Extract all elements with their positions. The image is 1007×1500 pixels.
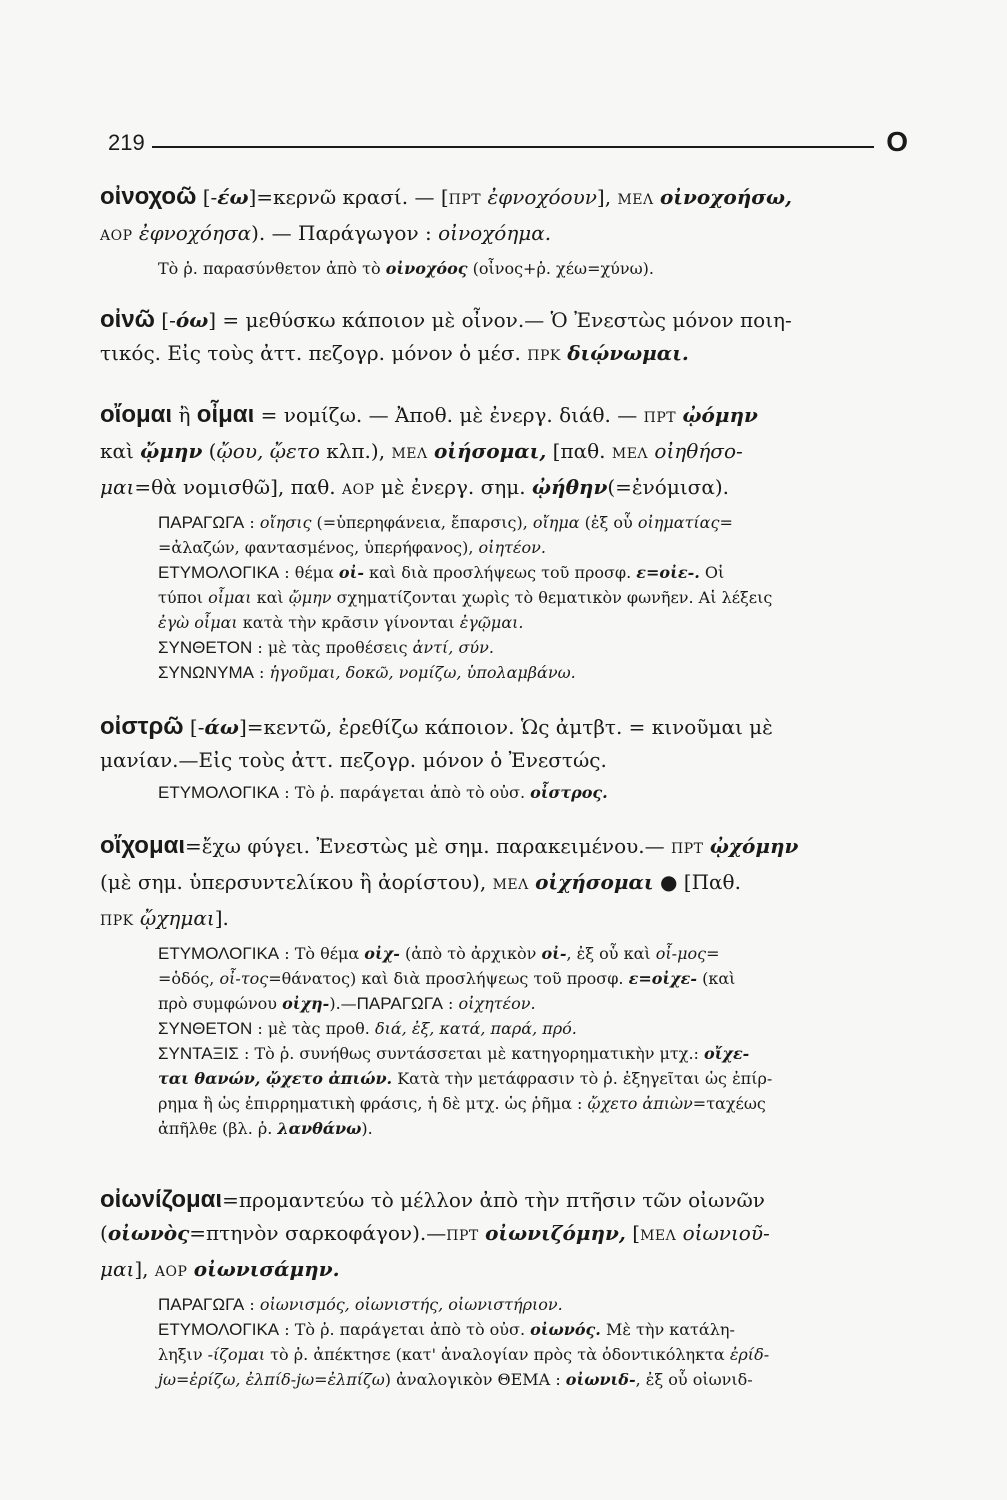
headword: οἴχομαι [100, 832, 186, 859]
entry-notes: ΠΑΡΑΓΩΓΑ : οἴησις (=ὑπερηφάνεια, ἔπαρσις), οἴημα (ἐξ οὗ οἰηματίας= =ἀλαζών, φαντασμένος, ὑπερήφανος), οἰητέον. ΕΤΥΜΟΛΟΓΙΚΑ : θέμα οἰ- καὶ διὰ προσλήψεως τοῦ προσφ. ε=οἰε-. Οἱ τύποι οἶμαι καὶ ᾤμην σχηματίζονται χωρὶς τὸ θεματικὸν φωνῆεν. Αἱ λέξεις ἐγὼ οἶμαι κατὰ τὴν κρᾶσιν γίνονται ἐγῷμαι. ΣΥΝΘΕΤΟΝ : μὲ τὰς προθέσεις ἀντί, σύν. ΣΥΝΩΝΥΜΑ : ἡγοῦμαι, δοκῶ, νομίζω, ὑπολαμβάνω. [158, 513, 773, 682]
header-rule [152, 146, 874, 148]
headword: οἰνοχοῶ [100, 183, 197, 210]
entry-notes: ΠΑΡΑΓΩΓΑ : οἰωνισμός, οἰωνιστής, οἰωνιστήριον. ΕΤΥΜΟΛΟΓΙΚΑ : Τὸ ῥ. παράγεται ἀπὸ τὸ οὐσ. οἰωνός. Μὲ τὴν κατάλη- ληξιν -ίζομαι τὸ ῥ. ἀπέκτησε (κατ' ἀναλογίαν πρὸς τὰ ὀδοντικόληκτα ἐρίδ- jω=ἐρίζω, ἐλπίδ-jω=ἐλπίζω) ἀναλογικὸν ΘΕΜΑ : οἰωνιδ-, ἐξ οὗ οἰωνιδ- [158, 1295, 770, 1389]
entry-oichomai [100, 829, 912, 1141]
headword: οἴομαι [100, 401, 173, 428]
entry-definition: οἰωνίζομαι=προμαντεύω τὸ μέλλον ἀπὸ τὴν πτῆσιν τῶν οἰωνῶν (οἰωνὸς=πτηνὸν σαρκοφάγον).—ΠΡΤ οἰωνιζόμην, [ΜΕΛ οἰωνιοῦ- μαι], ΑΟΡ οἰωνισάμην. [100, 1186, 770, 1281]
entry-definition: οἰστρῶ [-άω]=κεντῶ, ἐρεθίζω κάποιον. Ὡς ἀμτβτ. = κινοῦμαι μὲ μανίαν.—Εἰς τοὺς ἀττ. πεζογρ. μόνον ὁ Ἐνεστώς. [100, 713, 773, 772]
page-number: 219 [108, 130, 145, 155]
headword: οἰωνίζομαι [100, 1186, 223, 1213]
section-letter: Ο [886, 126, 908, 157]
entry-oinochoo [100, 180, 912, 281]
headword: οἰνῶ [100, 306, 155, 333]
headword: οἰστρῶ [100, 713, 184, 740]
entry-oino [100, 303, 912, 373]
entry-oistro [100, 710, 912, 805]
entry-oiomai [100, 398, 912, 685]
entry-definition: οἴχομαι=ἔχω φύγει. Ἐνεστὼς μὲ σημ. παρακειμένου.— ΠΡΤ ᾠχόμην (μὲ σημ. ὑπερσυντελίκου ἢ ἀορίστου), ΜΕΛ οἰχήσομαι ● [Παθ. ΠΡΚ ᾤχημαι]. [100, 832, 799, 930]
entry-definition: οἴομαι ἢ οἶμαι = νομίζω. — Ἀποθ. μὲ ἐνεργ. διάθ. — ΠΡΤ ᾠόμην καὶ ᾤμην (ᾤου, ᾤετο κλπ.), ΜΕΛ οἰήσομαι, [παθ. ΜΕΛ οἰηθήσο- μαι=θὰ νομισθῶ], παθ. ΑΟΡ μὲ ἐνεργ. σημ. ᾠήθην(=ἐνόμισα). [100, 401, 758, 499]
entry-note: Τὸ ῥ. παρασύνθετον ἀπὸ τὸ οἰνοχόος (οἶνος+ῥ. χέω=χύνω). [158, 259, 654, 278]
page-header [108, 128, 908, 168]
entry-definition: οἰνῶ [-όω] = μεθύσκω κάποιον μὲ οἶνον.— Ὁ Ἐνεστὼς μόνον ποιη- τικός. Εἰς τοὺς ἀττ. πεζογρ. μόνον ὁ μέσ. ΠΡΚ διῴνωμαι. [100, 306, 792, 365]
entry-note: ΕΤΥΜΟΛΟΓΙΚΑ : Τὸ ῥ. παράγεται ἀπὸ τὸ οὐσ. οἶστρος. [158, 783, 608, 802]
entry-oionizomai [100, 1183, 912, 1392]
entry-definition: οἰνοχοῶ [-έω]=κερνῶ κρασί. — [ΠΡΤ ἐφνοχόουν], ΜΕΛ οἰνοχοήσω, ΑΟΡ ἐφνοχόησα). — Παράγωγον : οἰνοχόημα. [100, 183, 792, 245]
entry-notes: ΕΤΥΜΟΛΟΓΙΚΑ : Τὸ θέμα οἰχ- (ἀπὸ τὸ ἀρχικὸν οἰ-, ἐξ οὗ καὶ οἶ-μος= =ὁδός, οἶ-τος=θάνατος) καὶ διὰ προσλήψεως τοῦ προσφ. ε=οἰχε- (καὶ πρὸ συμφώνου οἰχη-).—ΠΑΡΑΓΩΓΑ : οἰχητέον. ΣΥΝΘΕΤΟΝ : μὲ τὰς προθ. διά, ἐξ, κατά, παρά, πρό. ΣΥΝΤΑΞΙΣ : Τὸ ῥ. συνήθως συντάσσεται μὲ κατηγορηματικὴν μτχ.: οἴχε- ται θανών, ᾤχετο ἀπιών. Κατὰ τὴν μετάφρασιν τὸ ῥ. ἐξηγεῖται ὡς ἐπίρ- ρημα ἢ ὡς ἐπιρρηματικὴ φράσις, ἡ δὲ μτχ. ὡς ῥῆμα : ᾤχετο ἀπιὼν=ταχέως ἀπῆλθε (βλ. ῥ. λανθάνω). [158, 944, 773, 1138]
